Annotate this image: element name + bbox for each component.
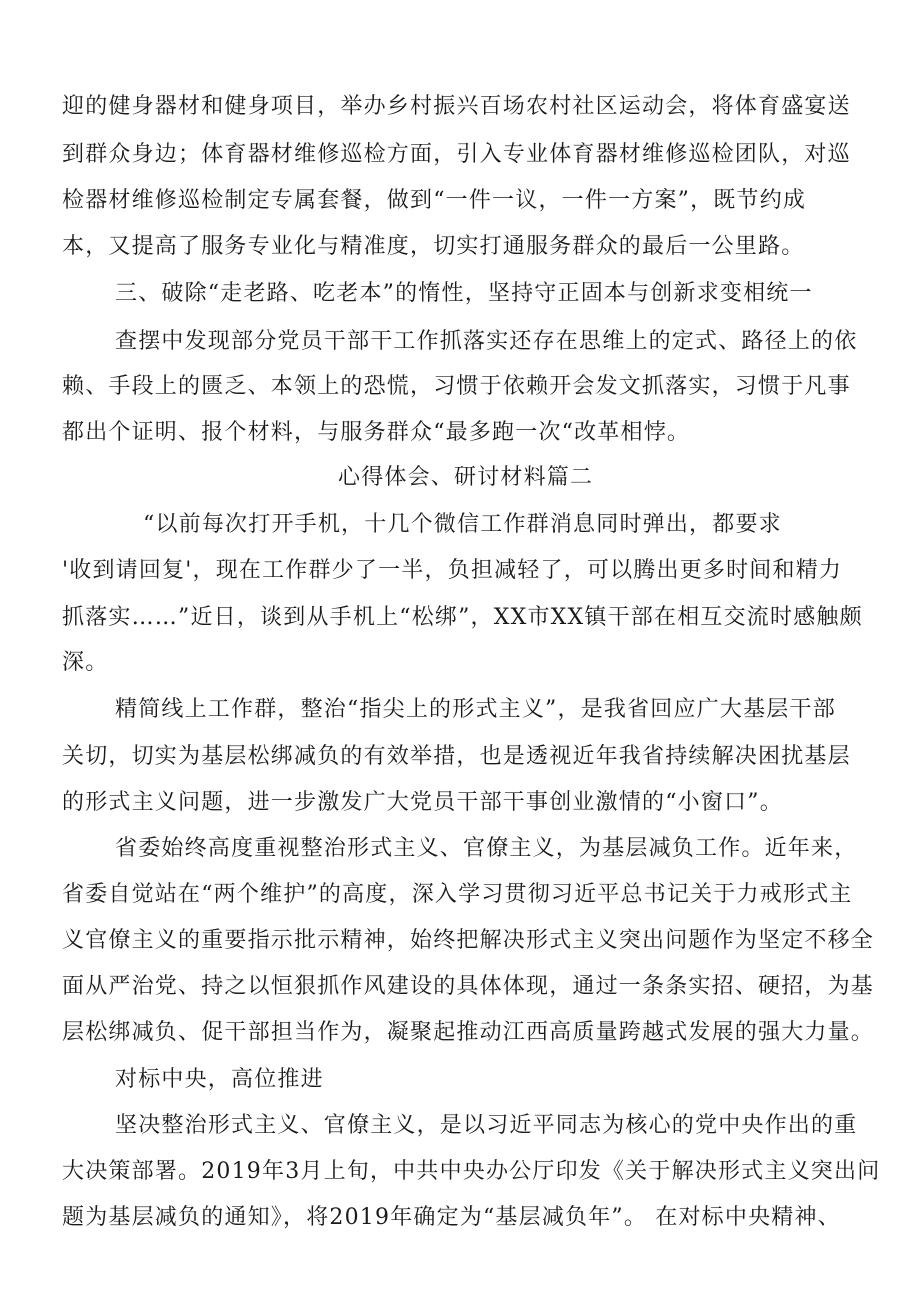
text-line: “以前每次打开手机，十几个微信工作群消息同时弹出，都要求 [143,512,782,537]
text-line: 到群众身边；体育器材维修巡检方面，引入专业体育器材维修巡检团队，对巡 [62,142,851,167]
text-line: 赖、手段上的匮乏、本领上的恐慌，习惯于依赖开会发文抓落实，习惯于凡事 [62,374,851,399]
text-line: 省委自觉站在“两个维护”的高度，深入学习贯彻习近平总书记关于力戒形式主 [62,882,853,907]
text-line: 义官僚主义的重要指示批示精神，始终把解决形式主义突出问题作为坚定不移全 [62,928,875,953]
text-line: 关切，切实为基层松绑减负的有效举措，也是透视近年我省持续解决困扰基层 [62,744,851,769]
text-line: 的形式主义问题，进一步激发广大党员干部干事创业激情的“小窗口”。 [62,790,783,815]
text-line: 大决策部署。2019年3月上旬，中共中央办公厅印发《关于解决形式主义突出问 [62,1159,881,1184]
text-line: 题为基层减负的通知》，将2019年确定为“基层减负年”。 在对标中央精神、 [62,1205,841,1230]
text-line: 深。 [62,650,109,675]
text-line: 省委始终高度重视整治形式主义、官僚主义，为基层减负工作。近年来， [115,836,858,861]
text-line: 迎的健身器材和健身项目，举办乡村振兴百场农村社区运动会，将体育盛宴送 [62,94,851,119]
text-line: 抓落实……”近日，谈到从手机上“松绑”，XX市XX镇干部在相互交流时感触颇 [62,605,863,630]
text-line: 本，又提高了服务专业化与精准度，切实打通服务群众的最后一公里路。 [62,234,805,259]
text-line: 面从严治党、持之以恒狠抓作风建设的具体体现，通过一条条实招、硬招，为基 [62,974,875,999]
text-line: '收到请回复'，现在工作群少了一半，负担减轻了，可以腾出更多时间和精力 [62,558,843,583]
text-line: 坚决整治形式主义、官僚主义，是以习近平同志为核心的党中央作出的重 [115,1113,858,1138]
text-line: 查摆中发现部分党员干部干工作抓落实还存在思维上的定式、路径上的依 [115,329,858,354]
text-line: 检器材维修巡检制定专属套餐，做到“一件一议，一件一方案”，既节约成 [62,188,807,213]
text-line: 都出个证明、报个材料，与服务群众“最多跑一次“改革相悖。 [62,420,691,445]
article-title: 心得体会、研讨材料篇二 [338,465,594,490]
section-heading: 三、破除“走老路、吃老本”的惰性，坚持守正固本与创新求变相统一 [115,281,813,306]
subheading: 对标中央，高位推进 [115,1067,324,1092]
text-line: 层松绑减负、促干部担当作为，凝聚起推动江西高质量跨越式发展的强大力量。 [62,1020,875,1045]
text-line: 精简线上工作群，整治“指尖上的形式主义”，是我省回应广大基层干部 [115,697,836,722]
